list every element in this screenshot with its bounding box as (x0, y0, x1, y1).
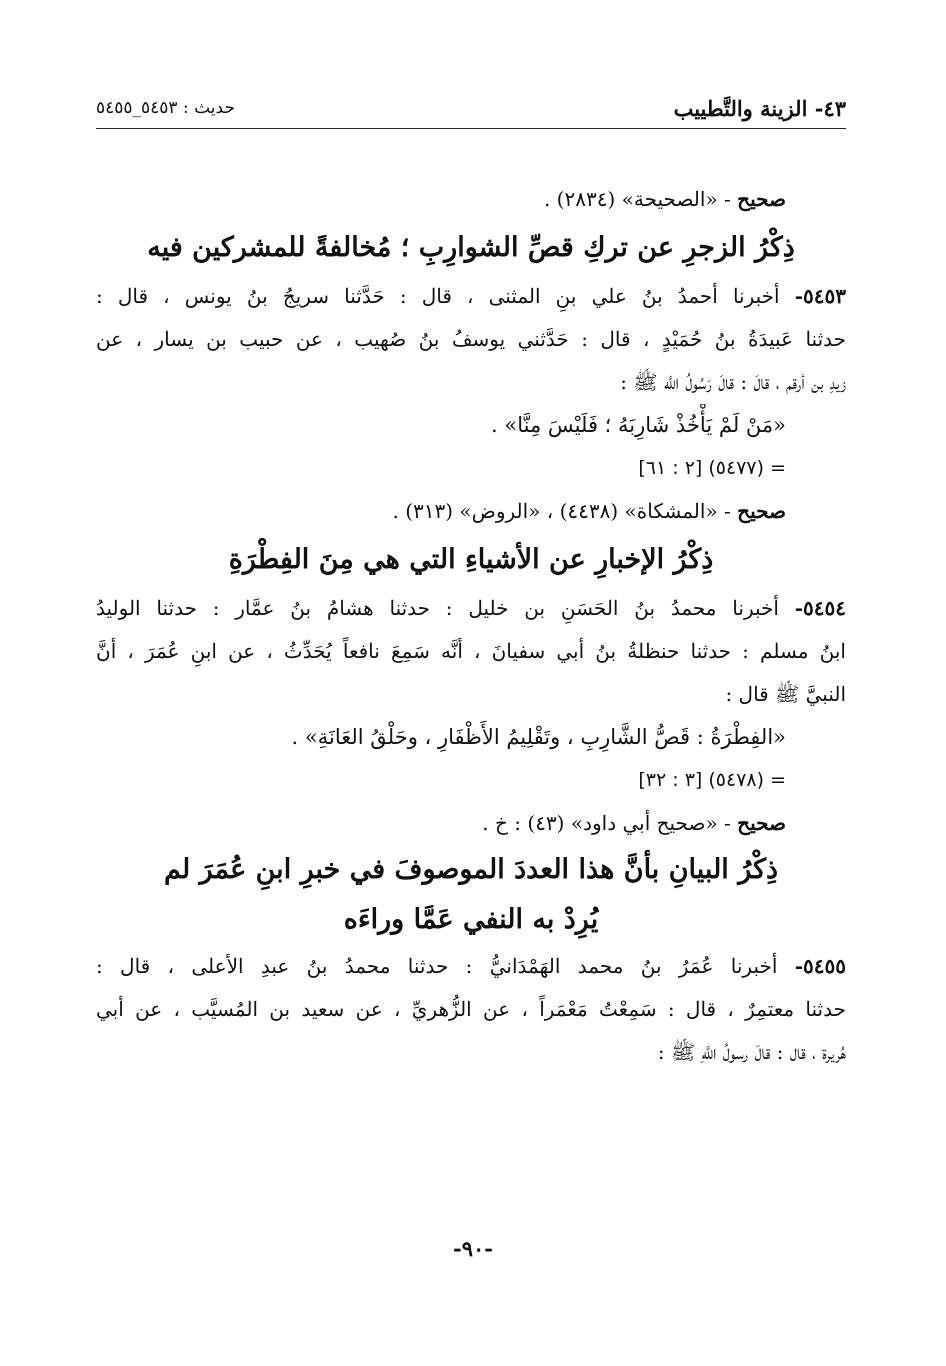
grade-reference: - «المشكاة» (٤٤٣٨) ، «الروض» (٣١٣) . (392, 499, 738, 523)
page-number: -٩٠- (453, 1236, 493, 1261)
grade-reference: - «صحيح أبي داود» (٤٣) : خ . (482, 811, 738, 835)
hadith-line: النبيَّ ﷺ قال : (725, 682, 846, 706)
page-body (96, 178, 846, 1074)
chapter-title: ٤٣- الزينة والتَّطييب (673, 96, 846, 121)
hadith-line (96, 945, 846, 988)
hadith-number: ٥٤٥٥- (794, 954, 846, 978)
running-header (96, 94, 846, 129)
hadith-matn: «مَنْ لَمْ يَأْخُذْ شَارِبَهُ ؛ فَلَيْسَ مِنَّا» . (491, 413, 786, 437)
grade-line (96, 802, 846, 845)
grade-label: صحيح (737, 499, 786, 523)
hadith-line: حدثنا عَبيدَةُ بنُ حُمَيْدٍ ، قال : حَدَّثني يوسفُ بنُ صُهيب ، عن حبيب بن يسار ، عن (96, 327, 846, 351)
grade-label: صحيح (737, 811, 786, 835)
grade-line (96, 178, 846, 221)
section-heading: ذِكْرُ البيانِ بأنَّ هذا العددَ الموصوفَ في خبرِ ابنِ عُمَرَ لم (164, 854, 778, 885)
hadith-line: زيدِ بن أرقم ، قالَ : قالَ رَسُولُ اللَّه ﷺ : (620, 370, 846, 394)
grade-line (96, 490, 846, 533)
section-heading: ذِكْرُ الزجرِ عن تركِ قصِّ الشوارِبِ ؛ مُخالفةً للمشركين فيه (147, 232, 795, 263)
hadith-range: حديث : ٥٤٥٣_٥٤٥٥ (96, 98, 235, 118)
hadith-line (96, 587, 846, 630)
hadith-line: هُريرة ، قال : قالَ رسولُ اللَّهِ ﷺ : (657, 1040, 846, 1064)
section-heading: ذِكْرُ الإخبارِ عن الأشياءِ التي هي مِنَ الفِطْرَةِ (228, 544, 714, 575)
cross-reference: = (٥٤٧٨) [٣ : ٣٢] (638, 769, 786, 791)
hadith-text: أخبرنا محمدُ بنُ الحَسَنِ بن خليل : حدثنا هشامُ بنُ عمَّار : حدثنا الوليدُ (96, 596, 795, 620)
grade-label: صحيح (737, 187, 786, 211)
hadith-line: ابنُ مسلم : حدثنا حنظلةُ بنُ أبي سفيانَ ، أنَّه سَمِعَ نافعاً يُحَدِّثُ ، عن ابنِ عُمَرَ ، أنَّ (96, 639, 846, 663)
grade-reference: - «الصحيحة» (٢٨٣٤) . (543, 187, 738, 211)
hadith-matn: «الفِطْرَةُ : قَصُّ الشَّارِبِ ، وتَقْلِيمُ الأَظْفَارِ ، وحَلْقُ العَانَةِ» . (291, 725, 786, 749)
hadith-text: أخبرنا عُمَرُ بنُ محمد الهَمْدَانيُّ : حدثنا محمدُ بنُ عبدِ الأعلى ، قال : (96, 954, 795, 978)
hadith-line (96, 275, 846, 318)
hadith-number: ٥٤٥٣- (794, 284, 846, 308)
hadith-text: أخبرنا أحمدُ بنُ علي بنِ المثنى ، قال : حَدَّثنا سريجُ بنُ يونس ، قال : (96, 284, 795, 308)
hadith-line: حدثنا معتمِرٌ ، قال : سَمِعْتُ مَعْمَراً ، عن الزُّهريِّ ، عن سعيد بن المُسيَّب ، عن أبي (96, 997, 846, 1021)
cross-reference: = (٥٤٧٧) [٢ : ٦١] (638, 457, 786, 479)
hadith-number: ٥٤٥٤- (794, 596, 846, 620)
section-heading-continued: يُرِدْ به النفي عَمَّا وراءَه (343, 904, 599, 935)
